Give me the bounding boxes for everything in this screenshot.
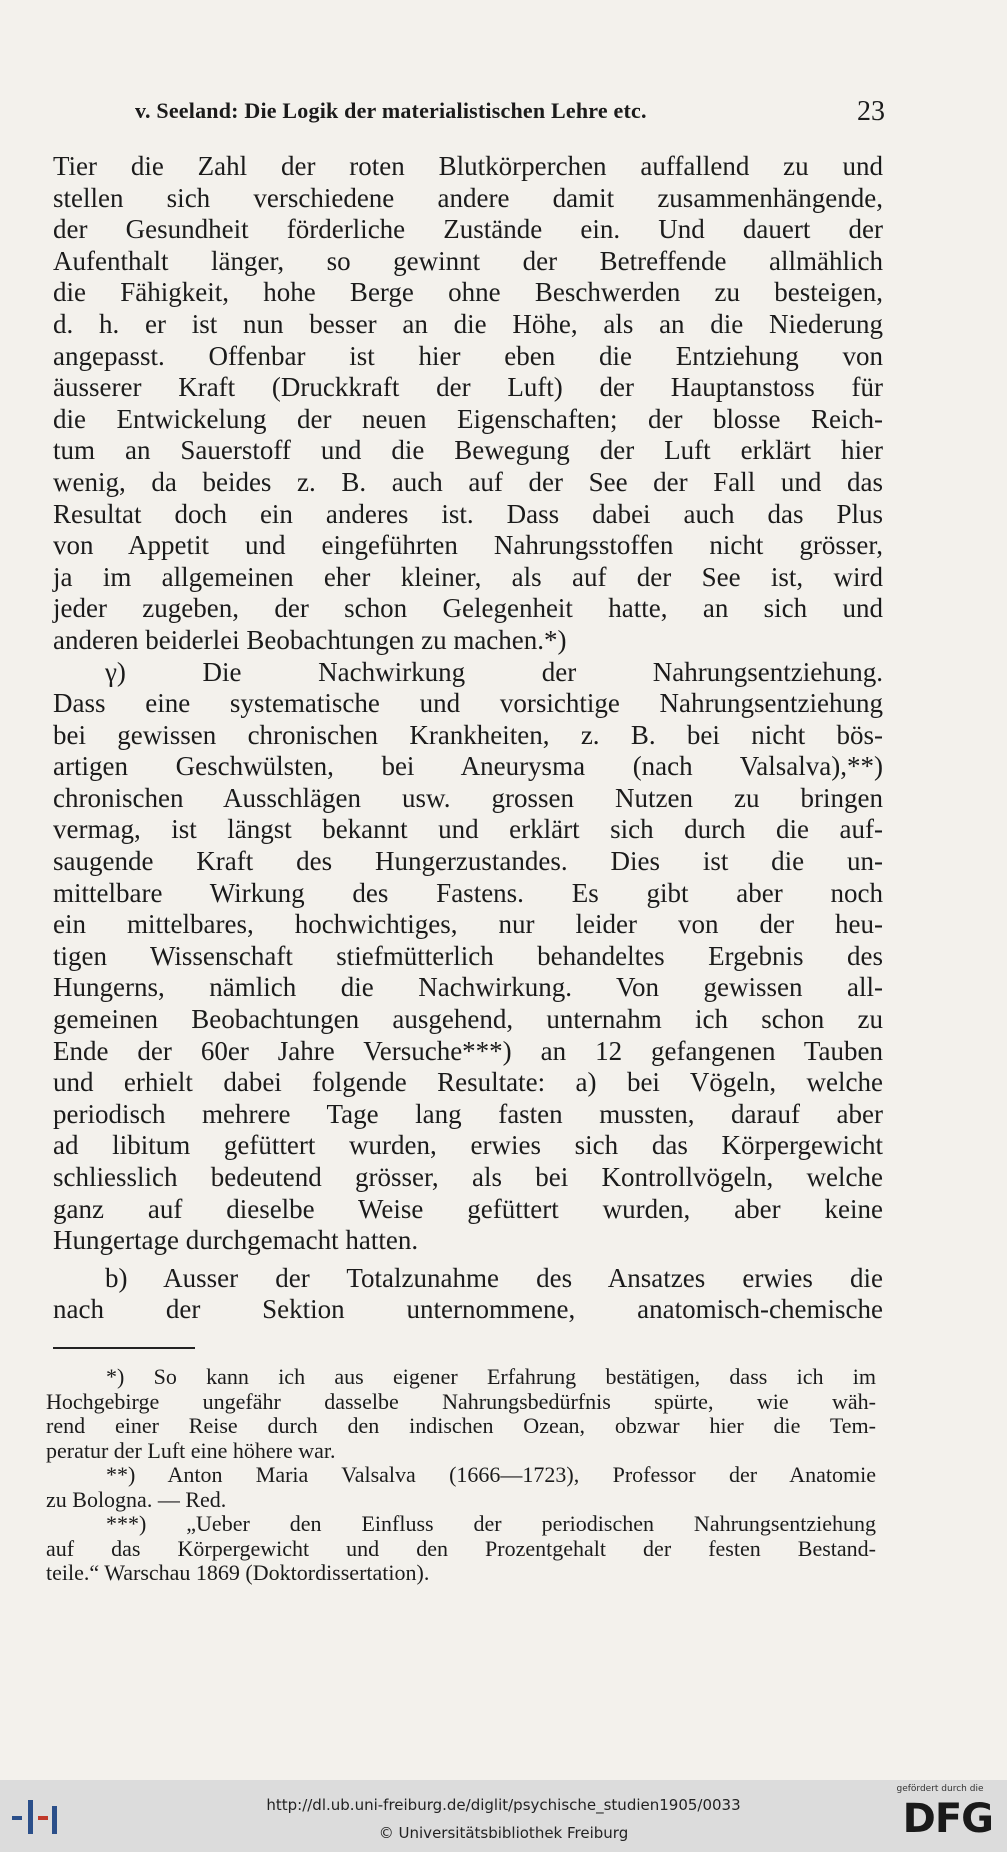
text-line: mittelbare Wirkung des Fastens. Es gibt aber noch: [53, 877, 883, 908]
text-line: die Fähigkeit, hohe Berge ohne Beschwerden zu besteigen,: [53, 277, 883, 308]
header-title: v. Seeland: Die Logik der materialistischen Lehre etc.: [135, 98, 647, 123]
footnotes: [46, 1365, 876, 1586]
text-line: von Appetit und eingeführten Nahrungsstoffen nicht grösser,: [53, 530, 883, 561]
text-line: tigen Wissenschaft stiefmütterlich behandeltes Ergebnis des: [53, 940, 883, 971]
funder-caption: gefördert durch die: [896, 1784, 984, 1794]
text-line: vermag, ist längst bekannt und erklärt sich durch die auf-: [53, 814, 883, 845]
footnote-line: *) So kann ich aus eigener Erfahrung bestätigen, dass ich im: [106, 1364, 876, 1389]
text-line: der Gesundheit förderliche Zustände ein. Und dauert der: [53, 214, 883, 245]
text-line: ganz auf dieselbe Weise gefüttert wurden, aber keine: [53, 1193, 883, 1224]
running-header: [135, 96, 885, 136]
text-line: d. h. er ist nun besser an die Höhe, als an die Niederung: [53, 308, 883, 339]
text-line: gemeinen Beobachtungen ausgehend, unternahm ich schon zu: [53, 1004, 883, 1035]
footnote-line: Hochgebirge ungefähr dasselbe Nahrungsbedürfnis spürte, wie wäh-: [46, 1388, 876, 1414]
footnote-line: auf das Körpergewicht und den Prozentgehalt der festen Bestand-: [46, 1535, 876, 1561]
footnote-line: rend einer Reise durch den indischen Ozean, obzwar hier die Tem-: [46, 1413, 876, 1438]
dfg-logo: DFG: [902, 1796, 993, 1842]
text-line: Ende der 60er Jahre Versuche***) an 12 gefangenen Tauben: [53, 1035, 883, 1066]
text-line: bei gewissen chronischen Krankheiten, z. B. bei nicht bös-: [53, 719, 883, 750]
text-line: nach der Sektion unternommene, anatomisch-chemische: [53, 1294, 883, 1325]
text-line: angepasst. Offenbar ist hier eben die Entziehung von: [53, 340, 883, 371]
text-line: und erhielt dabei folgende Resultate: a) bei Vögeln, welche: [53, 1067, 883, 1098]
text-line: jeder zugeben, der schon Gelegenheit hatte, an sich und: [53, 593, 883, 624]
copyright-text: © Universitätsbibliothek Freiburg: [378, 1824, 629, 1842]
text-line: schliesslich bedeutend grösser, als bei Kontrollvögeln, welche: [53, 1162, 883, 1192]
text-line: Tier die Zahl der roten Blutkörperchen auffallend zu und: [53, 151, 883, 181]
source-url-link[interactable]: http://dl.ub.uni-freiburg.de/diglit/psychische_studien1905/0033: [266, 1796, 741, 1814]
page-number: 23: [857, 96, 885, 127]
paragraph-1: [53, 151, 883, 657]
text-line: ad libitum gefüttert wurden, erwies sich das Körpergewicht: [53, 1130, 883, 1161]
text-line: saugende Kraft des Hungerzustandes. Dies ist die un-: [53, 846, 883, 877]
text-line: Dass eine systematische und vorsichtige Nahrungsentziehung: [53, 688, 883, 719]
library-footer-bar: [0, 1780, 1007, 1852]
footnote-line: zu Bologna. — Red.: [46, 1486, 227, 1512]
text-line: ja im allgemeinen eher kleiner, als auf der See ist, wird: [53, 561, 883, 592]
text-line: ein mittelbares, hochwichtiges, nur leider von der heu-: [53, 909, 883, 940]
text-line: tum an Sauerstoff und die Bewegung der Luft erklärt hier: [53, 435, 883, 466]
text-line: Hungertage durchgemacht hatten.: [53, 1225, 419, 1256]
footnote-line: ***) „Ueber den Einfluss der periodischen Nahrungsentziehung: [106, 1511, 876, 1536]
text-line: Hungerns, nämlich die Nachwirkung. Von gewissen all-: [53, 972, 883, 1003]
text-line: die Entwickelung der neuen Eigenschaften; der blosse Reich-: [53, 403, 883, 434]
text-line: anderen beiderlei Beobachtungen zu machen.*): [53, 624, 567, 655]
text-line: chronischen Ausschlägen usw. grossen Nutzen zu bringen: [53, 782, 883, 813]
footnote-divider: [53, 1347, 195, 1349]
text-line: Aufenthalt länger, so gewinnt der Betreffende allmählich: [53, 245, 883, 276]
section-heading: γ) Die Nachwirkung der Nahrungsentziehung.: [105, 656, 883, 687]
text-line: Resultat doch ein anderes ist. Dass dabei auch das Plus: [53, 498, 883, 529]
text-line: artigen Geschwülsten, bei Aneurysma (nach Valsalva),**): [53, 751, 883, 782]
text-line: stellen sich verschiedene andere damit zusammenhängende,: [53, 182, 883, 213]
text-line: wenig, da beides z. B. auch auf der See der Fall und das: [53, 466, 883, 497]
paragraph-3: [53, 1263, 883, 1326]
text-line: äusserer Kraft (Druckkraft der Luft) der Hauptanstoss für: [53, 372, 883, 403]
footnote-line: peratur der Luft eine höhere war.: [46, 1437, 336, 1463]
text-line: periodisch mehrere Tage lang fasten mussten, darauf aber: [53, 1098, 883, 1129]
footnote-line: teile.“ Warschau 1869 (Doktordissertation).: [46, 1560, 430, 1585]
text-line: b) Ausser der Totalzunahme des Ansatzes erwies die: [105, 1262, 883, 1293]
paragraph-2: [53, 657, 883, 1257]
body-text: [53, 151, 883, 1326]
footnote-line: **) Anton Maria Valsalva (1666—1723), Professor der Anatomie: [106, 1462, 876, 1487]
